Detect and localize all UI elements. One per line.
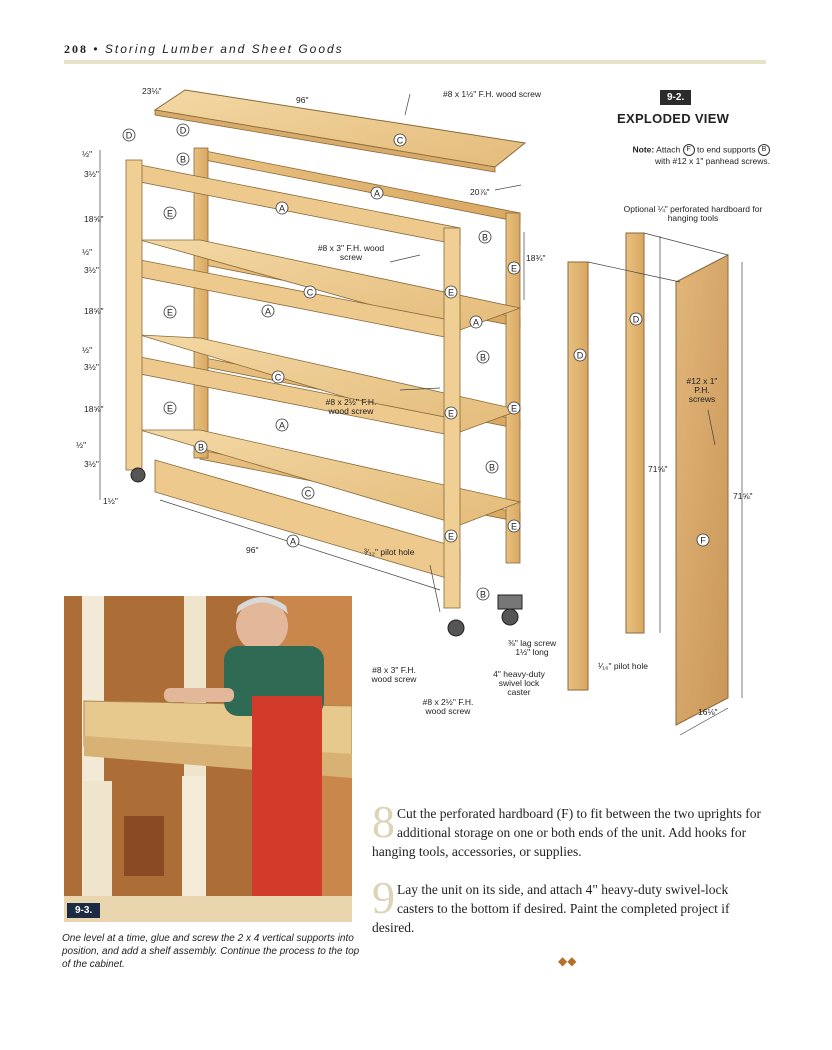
part-letter-a: A bbox=[264, 306, 272, 317]
dim-shelf-spacing-right: 18¾" bbox=[526, 253, 546, 263]
figure-9-2-badge: 9-2. bbox=[660, 90, 691, 105]
dim-left-rail-1: 3½" bbox=[84, 169, 99, 179]
note-label: Note: bbox=[632, 144, 655, 155]
dim-left-rail-3: 3½" bbox=[84, 362, 99, 372]
part-letter-a: A bbox=[278, 203, 286, 214]
part-letter-e: E bbox=[447, 531, 455, 542]
step-9-number: 9 bbox=[372, 872, 395, 923]
note-part-b: B bbox=[758, 144, 770, 156]
step-8-number: 8 bbox=[372, 796, 395, 847]
callout-screw-2-5-mid: #8 x 2½" F.H. wood screw bbox=[325, 397, 377, 416]
part-letter-a: A bbox=[278, 420, 286, 431]
dim-left-half-2: ½" bbox=[82, 247, 93, 257]
dim-hardboard-height: 71⅝" bbox=[733, 491, 753, 501]
part-letter-b: B bbox=[479, 352, 487, 363]
figure-9-3-caption: One level at a time, glue and screw the 2 x 4 vertical supports into position, and add a shelf assembly. Continue the process to the top of the cabinet. bbox=[62, 933, 360, 970]
upright-d-2 bbox=[626, 233, 644, 633]
dim-left-space-1: 18⅝" bbox=[84, 214, 104, 224]
figure-9-3-badge: 9-3. bbox=[67, 903, 100, 918]
step-8 bbox=[372, 796, 764, 861]
callout-screw-top: #8 x 1½" F.H. wood screw bbox=[443, 89, 541, 99]
dim-top-length: 96" bbox=[296, 95, 309, 105]
part-letter-a: A bbox=[472, 317, 480, 328]
dim-left-half-1: ½" bbox=[82, 149, 93, 159]
note-part-f: F bbox=[683, 144, 695, 156]
part-letter-b: B bbox=[179, 154, 187, 165]
hardboard-panel bbox=[676, 255, 728, 725]
callout-caster: 4" heavy-duty swivel lock caster bbox=[493, 669, 545, 697]
step-9-text: Lay the unit on its side, and attach 4" heavy-duty swivel-lock casters to the bottom if desired. Paint the completed project if desired. bbox=[372, 882, 730, 935]
part-letter-e: E bbox=[447, 408, 455, 419]
dim-left-rail-2: 3½" bbox=[84, 265, 99, 275]
part-letter-e: E bbox=[166, 307, 174, 318]
part-letter-c: C bbox=[304, 488, 312, 499]
dim-left-space-3: 18⅝" bbox=[84, 404, 104, 414]
callout-pilot-hole-2: ¹⁄₁₆" pilot hole bbox=[598, 661, 648, 671]
part-letter-e: E bbox=[510, 521, 518, 532]
dim-hardboard-width: 16⅛" bbox=[698, 707, 718, 717]
part-letter-c: C bbox=[274, 372, 282, 383]
step-8-text: Cut the perforated hardboard (F) to fit between the two uprights for additional storage on one or both ends of the unit. Add hooks for hanging tools, accessories, or supplies. bbox=[372, 806, 762, 859]
part-letter-c: C bbox=[306, 287, 314, 298]
step-9 bbox=[372, 872, 764, 937]
part-letter-a: A bbox=[289, 536, 297, 547]
section-title: Storing Lumber and Sheet Goods bbox=[104, 42, 344, 56]
callout-screw-3-mid: #8 x 3" F.H. wood screw bbox=[317, 243, 385, 262]
part-letter-d: D bbox=[125, 130, 133, 141]
part-letter-e: E bbox=[447, 287, 455, 298]
part-letter-f: F bbox=[700, 535, 706, 546]
part-letter-b: B bbox=[197, 442, 205, 453]
dim-bottom-gap: 1½" bbox=[103, 496, 118, 506]
note-text-a: Attach bbox=[656, 144, 681, 155]
dim-upright-length: 71⅝" bbox=[648, 464, 668, 474]
part-letter-e: E bbox=[166, 403, 174, 414]
dim-left-half-3: ½" bbox=[82, 345, 93, 355]
end-ornament: ◆◆ bbox=[558, 954, 577, 968]
dim-rail-depth: 20⅞" bbox=[470, 187, 490, 197]
callout-screw-3-bottom: #8 x 3" F.H. wood screw bbox=[371, 665, 417, 684]
dim-left-half-4: ½" bbox=[76, 440, 87, 450]
figure-note bbox=[590, 144, 770, 166]
part-letter-d: D bbox=[576, 350, 584, 361]
callout-lag-screw: ⅜" lag screw 1½" long bbox=[507, 638, 557, 657]
part-letter-d: D bbox=[179, 125, 187, 136]
part-letter-d: D bbox=[632, 314, 640, 325]
part-letter-e: E bbox=[510, 263, 518, 274]
note-text-b: to end supports bbox=[697, 144, 756, 155]
photo-man-assembling-shelf bbox=[64, 596, 352, 922]
exploded-view-title: EXPLODED VIEW bbox=[617, 111, 730, 126]
part-letter-b: B bbox=[479, 589, 487, 600]
part-letter-b: B bbox=[488, 462, 496, 473]
header-bullet: • bbox=[93, 42, 100, 56]
part-letter-e: E bbox=[510, 403, 518, 414]
dim-bottom-length: 96" bbox=[246, 545, 259, 555]
dim-top-depth: 23⅛" bbox=[142, 86, 162, 96]
part-letter-c: C bbox=[396, 135, 404, 146]
dim-left-rail-4: 3½" bbox=[84, 459, 99, 469]
callout-pilot-hole: ³⁄₃₂" pilot hole bbox=[364, 547, 415, 557]
note-text-c: with #12 x 1" panhead screws. bbox=[655, 156, 770, 166]
part-letter-e: E bbox=[166, 208, 174, 219]
callout-screw-2-5-bottom: #8 x 2½" F.H. wood screw bbox=[422, 697, 474, 716]
dim-left-space-2: 18⅝" bbox=[84, 306, 104, 316]
part-letter-b: B bbox=[481, 232, 489, 243]
page-number: 208 bbox=[64, 42, 88, 56]
part-letter-a: A bbox=[373, 188, 381, 199]
callout-ph-screws: #12 x 1" P.H. screws bbox=[686, 376, 718, 404]
callout-hardboard-note: Optional ¼" perforated hardboard for hanging tools bbox=[623, 204, 763, 223]
upright-d-1 bbox=[568, 262, 588, 690]
